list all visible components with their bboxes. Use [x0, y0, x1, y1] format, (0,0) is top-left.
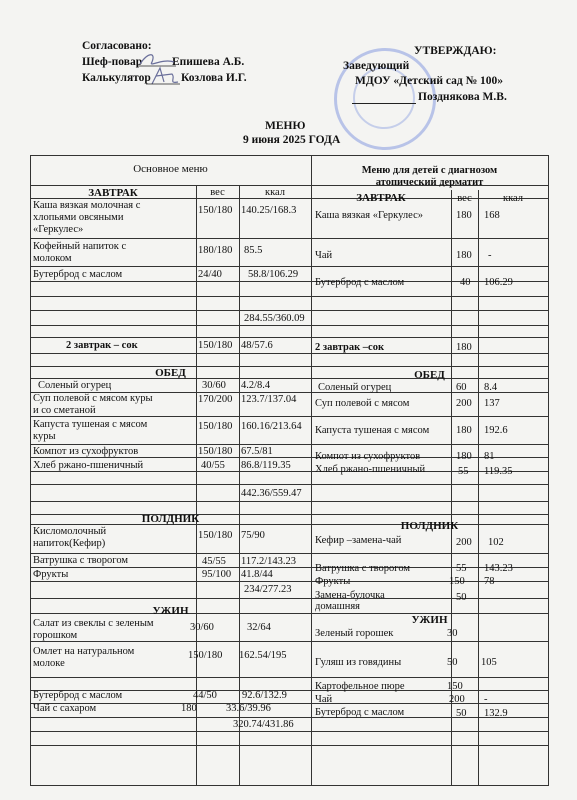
right-dish-name: Фрукты — [315, 576, 351, 587]
left-dish-name: Ватрушка с творогом — [33, 555, 129, 566]
right-dish-weight: 200 — [449, 694, 465, 705]
right-dish-weight: 55 — [456, 563, 467, 574]
right-dish-weight: 60 — [456, 382, 467, 393]
left-dish-weight: 150/180 — [198, 421, 233, 432]
left-dinner-total: 320.74/431.86 — [233, 719, 294, 730]
left-dish-name: Каша вязкая молочная с — [33, 200, 141, 211]
left-dish-name: Хлеб ржано-пшеничный — [33, 460, 144, 471]
right-dish-name: Компот из сухофруктов — [315, 451, 421, 462]
left-dish-kcal: 85.5 — [244, 245, 263, 256]
left-dish-weight: 150/180 — [198, 530, 233, 541]
left-breakfast-total: 284.55/360.09 — [244, 313, 305, 324]
left-dish-weight: 24/40 — [198, 269, 222, 280]
right-snack-header: ПОЛДНИК — [400, 520, 459, 532]
right-dish-kcal: 106.29 — [484, 277, 513, 288]
left-dish-weight: 40/55 — [201, 460, 225, 471]
left-dish-name: Кофейный напиток с — [33, 241, 127, 252]
right-dish-weight: 180 — [456, 451, 472, 462]
left-dish-name: молоком — [33, 253, 72, 264]
right-dish-weight: 180 — [456, 425, 472, 436]
right-menu-title-1: Меню для детей с диагнозом — [361, 165, 498, 176]
left-dish-weight: 30/60 — [202, 380, 226, 391]
right-breakfast-header: ЗАВТРАК — [356, 192, 406, 204]
right-dish-name: Хлеб ржано-пшеничный — [315, 464, 426, 475]
left-dish-name: Фрукты — [33, 569, 69, 580]
left-dish-kcal: 160.16/213.64 — [241, 421, 302, 432]
right-dish-kcal: - — [488, 250, 492, 261]
left-dish-kcal: 75/90 — [241, 530, 265, 541]
left-dish-name: Бутерброд с маслом — [33, 690, 123, 701]
right-dish-name: Бутерброд с маслом — [315, 277, 405, 288]
left-dish-name: и со сметаной — [33, 405, 96, 416]
head-signature-line — [352, 103, 416, 104]
right-dish-name: Соленый огурец — [318, 382, 392, 393]
right-dish-name: Чай — [315, 694, 333, 705]
right-dish-weight: 180 — [456, 210, 472, 221]
left-second-breakfast: 2 завтрак – сок — [66, 340, 138, 351]
left-dish-weight: 44/50 — [193, 690, 217, 701]
right-dish-weight: 30 — [447, 628, 458, 639]
menu-title: МЕНЮ — [265, 120, 306, 132]
left-dish-kcal: 41.8/44 — [241, 569, 273, 580]
right-dish-kcal: 81 — [484, 451, 495, 462]
right-dish-name: домашняя — [315, 601, 360, 612]
left-dish-weight: 180 — [181, 703, 197, 714]
left-dish-kcal: 92.6/132.9 — [242, 690, 287, 701]
head-name: Позднякова М.В. — [418, 91, 507, 103]
right-dish-name: Ватрушка с творогом — [315, 563, 411, 574]
organization-name: МДОУ «Детский сад № 100» — [355, 75, 504, 87]
left-dish-name: Капуста тушеная с мясом — [33, 419, 148, 430]
left-dish-kcal: 4.2/8.4 — [241, 380, 271, 391]
left-dish-weight: 45/55 — [202, 556, 226, 567]
chef-label: Шеф-повар — [82, 56, 143, 68]
right-dish-kcal: 137 — [484, 398, 500, 409]
left-dish-kcal: 48/57.6 — [241, 340, 273, 351]
right-dish-name: Гуляш из говядины — [315, 657, 402, 668]
left-dish-kcal: 86.8/119.35 — [241, 460, 291, 471]
left-menu-title: Основное меню — [133, 163, 208, 175]
right-dish-weight: 40 — [460, 277, 471, 288]
left-dish-name: Суп полевой с мясом куры — [33, 393, 153, 404]
left-dish-kcal: 117.2/143.23 — [241, 556, 297, 567]
approve-label: УТВЕРЖДАЮ: — [414, 45, 497, 57]
right-dinner-header: УЖИН — [411, 614, 448, 626]
right-dish-name: Бутерброд с маслом — [315, 707, 405, 718]
agreed-label: Согласовано: — [82, 40, 152, 52]
left-dish-name: молоке — [33, 658, 65, 669]
left-weight-header: вес — [210, 187, 225, 198]
left-dish-weight: 150/180 — [198, 205, 233, 216]
right-dish-kcal: 119.35 — [484, 466, 513, 477]
left-dish-weight: 30/60 — [190, 622, 214, 633]
right-dish-weight: 180 — [456, 250, 472, 261]
menu-date: 9 июня 2025 ГОДА — [243, 134, 341, 146]
right-col-kcal — [478, 190, 479, 786]
right-menu-title-2: атопический дерматит — [375, 177, 484, 188]
right-dish-weight: 200 — [456, 398, 472, 409]
left-dish-kcal: 123.7/137.04 — [241, 394, 297, 405]
left-kcal-header: ккал — [264, 187, 286, 198]
right-dish-name: Суп полевой с мясом — [315, 398, 410, 409]
left-dish-name: горошком — [33, 630, 78, 641]
calculator-signature — [146, 64, 182, 88]
right-dish-weight: 55 — [458, 466, 469, 477]
right-dish-name: Каша вязкая «Геркулес» — [315, 210, 423, 221]
right-dish-kcal: 132.9 — [484, 708, 508, 719]
left-dish-kcal: 32/64 — [247, 622, 271, 633]
left-dish-name: «Геркулес» — [33, 224, 84, 235]
right-second-breakfast: 2 завтрак –сок — [315, 342, 385, 353]
right-dish-kcal: 192.6 — [484, 425, 508, 436]
left-dish-name: напиток(Кефир) — [33, 538, 106, 549]
calculator-name: Козлова И.Г. — [181, 72, 247, 84]
right-dish-name: Чай — [315, 250, 333, 261]
left-dish-weight: 150/180 — [198, 446, 233, 457]
left-dish-kcal: 67.5/81 — [241, 446, 273, 457]
left-dinner-header: УЖИН — [152, 605, 189, 617]
left-dish-kcal: 162.54/195 — [239, 650, 287, 661]
left-dish-name: Бутерброд с маслом — [33, 269, 123, 280]
right-dish-weight: 180 — [456, 342, 472, 353]
right-dish-kcal: 8.4 — [484, 382, 498, 393]
left-dish-kcal: 58.8/106.29 — [248, 269, 299, 280]
left-lunch-header: ОБЕД — [155, 367, 186, 379]
left-dish-weight: 150/180 — [198, 340, 233, 351]
left-dish-name: Омлет на натуральном — [33, 646, 135, 657]
left-dish-weight: 150/180 — [188, 650, 223, 661]
left-breakfast-header: ЗАВТРАК — [88, 187, 138, 199]
right-dish-kcal: - — [484, 694, 488, 705]
right-dish-kcal: 105 — [481, 657, 497, 668]
right-dish-kcal: 102 — [488, 537, 504, 548]
right-dish-weight: 150 — [447, 681, 463, 692]
left-dish-name: Соленый огурец — [38, 380, 112, 391]
left-dish-name: Салат из свеклы с зеленым — [33, 618, 154, 629]
left-col-kcal — [239, 186, 240, 786]
right-dish-name: Кефир –замена-чай — [315, 535, 402, 546]
left-dish-kcal: 33.6/39.96 — [226, 703, 271, 714]
right-dish-kcal: 78 — [484, 576, 495, 587]
right-weight-header: вес — [457, 193, 472, 204]
right-dish-weight: 50 — [456, 592, 467, 603]
right-dish-weight: 50 — [456, 708, 467, 719]
left-lunch-total: 442.36/559.47 — [241, 488, 302, 499]
left-dish-kcal: 140.25/168.3 — [241, 205, 297, 216]
right-dish-name: Картофельное пюре — [315, 681, 405, 692]
right-dish-name: Зеленый горошек — [315, 628, 394, 639]
right-dish-kcal: 168 — [484, 210, 500, 221]
left-dish-weight: 170/200 — [198, 394, 233, 405]
left-snack-header: ПОЛДНИК — [141, 513, 200, 525]
right-kcal-header: ккал — [502, 193, 524, 204]
left-dish-name: куры — [33, 431, 56, 442]
right-dish-name: Капуста тушеная с мясом — [315, 425, 430, 436]
left-dish-name: Кисломолочный — [33, 526, 107, 537]
right-dish-kcal: 143.23 — [484, 563, 513, 574]
left-dish-name: Компот из сухофруктов — [33, 446, 139, 457]
left-dish-name: хлопьями овсяными — [33, 212, 124, 223]
left-dish-name: Чай с сахаром — [33, 703, 97, 714]
chef-name: Епишева А.Б. — [172, 56, 245, 68]
head-label: Заведующий — [343, 60, 410, 72]
right-dish-weight: 150 — [449, 576, 465, 587]
right-lunch-header: ОБЕД — [414, 369, 445, 381]
calculator-label: Калькулятор — [82, 72, 151, 84]
right-dish-name: Замена-булочка — [315, 590, 385, 601]
right-dish-weight: 50 — [447, 657, 458, 668]
right-dish-weight: 200 — [456, 537, 472, 548]
left-dish-weight: 180/180 — [198, 245, 233, 256]
left-snack-total: 234/277.23 — [244, 584, 292, 595]
left-dish-weight: 95/100 — [202, 569, 232, 580]
